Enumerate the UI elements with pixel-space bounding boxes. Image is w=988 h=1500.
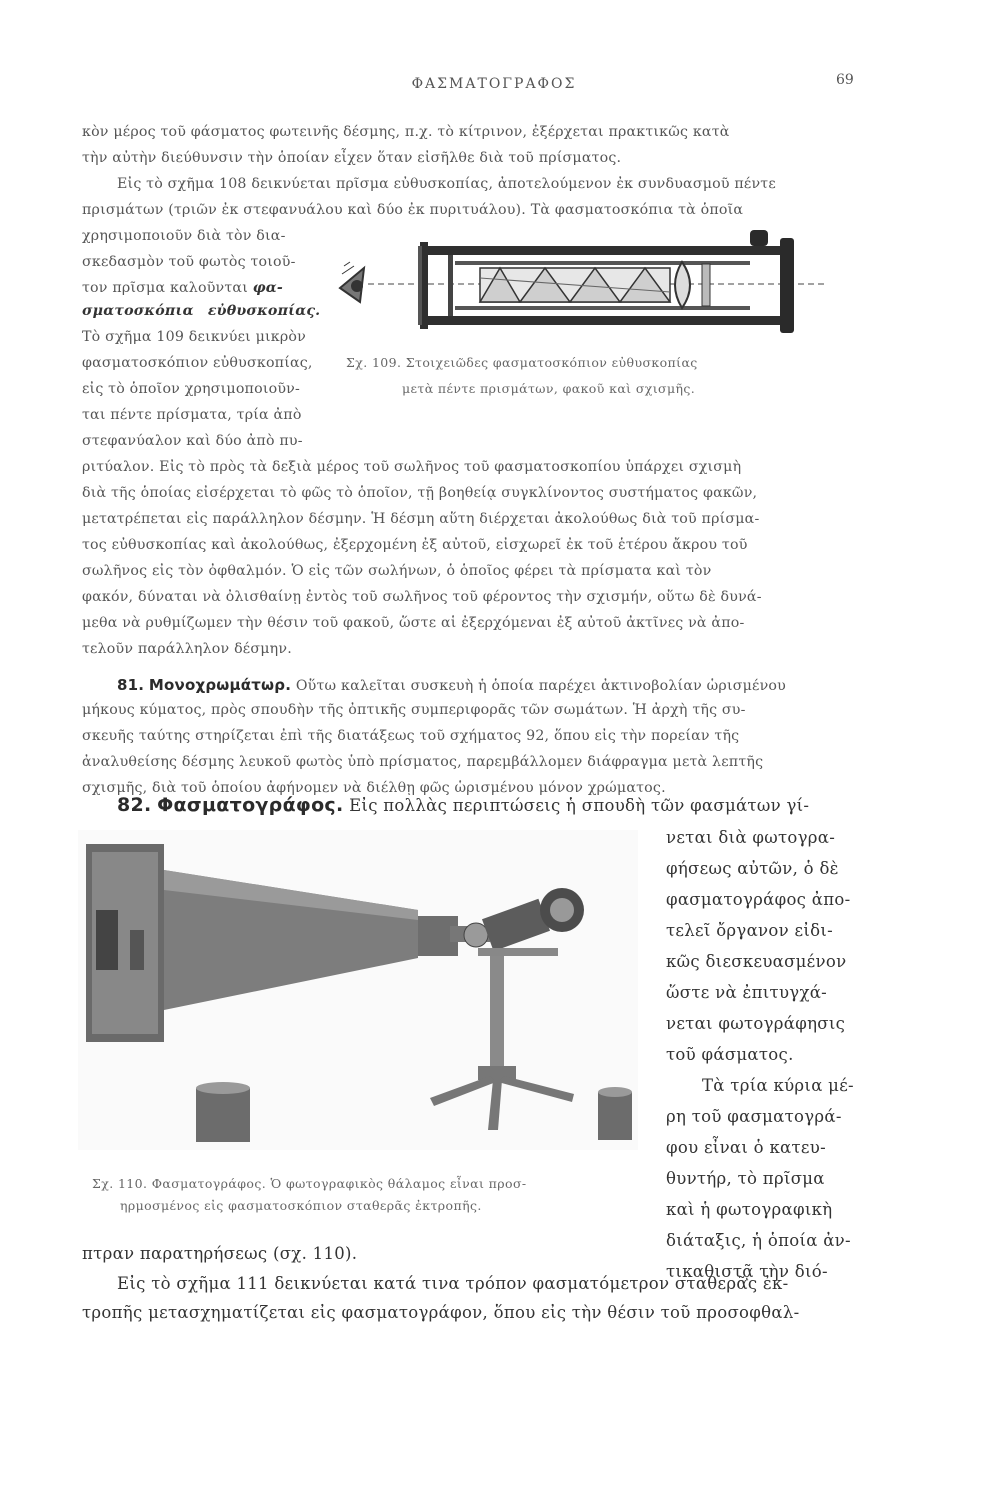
text-line: ὥστε νὰ ἐπιτυγχά- bbox=[666, 983, 828, 1002]
text-line bbox=[82, 280, 283, 296]
text-line: ται πέντε πρίσματα, τρία ἀπὸ bbox=[82, 407, 302, 423]
text-line: φήσεως αὐτῶν, ὁ δὲ bbox=[666, 859, 839, 878]
text-run: Εἰς πολλὰς περιπτώσεις ἡ σπουδὴ τῶν φασμάτων γί- bbox=[349, 796, 810, 815]
text-line: σχισμῆς, διὰ τοῦ ὁποίου ἀφήνομεν νὰ διέλθῃ φῶς ὡρισμένου μόνον χρώματος. bbox=[82, 780, 666, 796]
text-line: τος εὐθυσκοπίας καὶ ἀκολούθως, ἐξερχομένη ἐξ αὐτοῦ, εἰσχωρεῖ ἐκ τοῦ ἑτέρου ἄκρου τοῦ bbox=[82, 537, 748, 553]
running-header: ΦΑΣΜΑΤΟΓΡΑΦΟΣ bbox=[411, 76, 577, 92]
figure-110-caption: ηρμοσμένος εἰς φασματοσκόπιον σταθερᾶς ἐκτροπῆς. bbox=[120, 1198, 482, 1213]
lens-shape bbox=[675, 262, 690, 308]
text-line: τικαθιστᾷ τὴν διό- bbox=[666, 1262, 828, 1281]
section-number: 82. bbox=[117, 794, 152, 816]
text-line: καὶ ἡ φωτογραφικὴ bbox=[666, 1200, 833, 1219]
text-line: μετατρέπεται εἰς παράλληλον δέσμην. Ἡ δέσμη αὕτη διέρχεται ἀκολούθως διὰ τοῦ πρίσμα- bbox=[82, 511, 760, 527]
slit-holder bbox=[702, 264, 710, 306]
text-line: εἰς τὸ ὁποῖον χρησιμοποιοῦν- bbox=[82, 381, 300, 397]
section-82-heading-line bbox=[117, 794, 809, 816]
text-line: διάταξις, ἡ ὁποία ἀν- bbox=[666, 1231, 851, 1250]
text-line: ρη τοῦ φασματογρά- bbox=[666, 1107, 842, 1126]
text-line: φασματογράφος ἀπο- bbox=[666, 890, 851, 909]
section-title: Μονοχρωμάτωρ. bbox=[148, 676, 292, 694]
text-run: τον πρῖσμα καλοῦνται bbox=[82, 280, 248, 296]
text-line: σκεδασμὸν τοῦ φωτὸς τοιοῦ- bbox=[82, 254, 296, 270]
text-line: σκευῆς ταύτης στηρίζεται ἐπὶ τῆς διατάξεως τοῦ σχήματος 92, ὅπου εἰς τὴν πορείαν τῆς bbox=[82, 728, 740, 744]
text-line: Εἰς τὸ σχῆμα 108 δεικνύεται πρῖσμα εὐθυσκοπίας, ἀποτελούμενον ἐκ συνδυασμοῦ πέντε bbox=[117, 176, 776, 192]
text-run: Οὕτω καλεῖται συσκευὴ ἡ ὁποία παρέχει ἀκτινοβολίαν ὡρισμένου bbox=[295, 678, 786, 694]
term-bold-italic: εὐθυσκοπίας. bbox=[207, 303, 321, 319]
text-line bbox=[82, 303, 320, 319]
term-bold-italic: φα- bbox=[252, 280, 283, 296]
text-line: κῶς διεσκευασμένον bbox=[666, 952, 847, 971]
text-line: φακόν, δύναται νὰ ὀλισθαίνῃ ἐντὸς τοῦ σωλῆνος τοῦ φέροντος τὴν σχισμήν, οὕτω δὲ δυνά- bbox=[82, 589, 762, 605]
section-number: 81. bbox=[117, 676, 145, 694]
text-line: Τὸ σχῆμα 109 δεικνύει μικρὸν bbox=[82, 329, 306, 345]
text-line: ριτύαλον. Εἰς τὸ πρὸς τὰ δεξιὰ μέρος τοῦ σωλῆνος τοῦ φασματοσκοπίου ὑπάρχει σχισμὴ bbox=[82, 459, 742, 475]
figure-109-caption: μετὰ πέντε πρισμάτων, φακοῦ καὶ σχισμῆς. bbox=[402, 381, 696, 396]
term-bold-italic: σματοσκόπια bbox=[82, 303, 194, 319]
figure-109-direct-vision-spectroscope bbox=[330, 226, 840, 346]
text-line: τὴν αὐτὴν διεύθυνσιν τὴν ὁποίαν εἶχεν ὅταν εἰσῆλθε διὰ τοῦ πρίσματος. bbox=[82, 150, 622, 166]
text-line: πτραν παρατηρήσεως (σχ. 110). bbox=[82, 1244, 358, 1263]
text-line: νεται φωτογράφησις bbox=[666, 1014, 846, 1033]
text-line: Εἰς τὸ σχῆμα 111 δεικνύεται κατά τινα τρόπον φασματόμετρον σταθερᾶς ἐκ- bbox=[117, 1274, 789, 1293]
text-line: τροπῆς μετασχηματίζεται εἰς φασματογράφον, ὅπου εἰς τὴν θέσιν τοῦ προσοφθαλ- bbox=[82, 1303, 800, 1322]
text-line: θυντήρ, τὸ πρῖσμα bbox=[666, 1169, 825, 1188]
figure-110-spectrograph-photo bbox=[78, 830, 638, 1150]
eye-symbol bbox=[340, 262, 364, 302]
prism-train bbox=[480, 268, 670, 302]
figure-109-caption: Σχ. 109. Στοιχειῶδες φασματοσκόπιον εὐθυσκοπίας bbox=[346, 355, 698, 370]
text-line: στεφανύαλον καὶ δύο ἀπὸ πυ- bbox=[82, 433, 303, 449]
section-81-heading-line bbox=[117, 676, 786, 694]
text-line: τελεῖ ὄργανον εἰδι- bbox=[666, 921, 833, 940]
text-line: φασματοσκόπιον εὐθυσκοπίας, bbox=[82, 355, 313, 371]
section-title: Φασματογράφος. bbox=[157, 794, 344, 816]
text-line: μεθα νὰ ρυθμίζωμεν τὴν θέσιν τοῦ φακοῦ, ὥστε αἱ ἐξερχόμεναι ἐξ αὐτοῦ ἀκτῖνες νὰ ἀπο- bbox=[82, 615, 745, 631]
text-line: τοῦ φάσματος. bbox=[666, 1045, 794, 1064]
text-line: νεται διὰ φωτογρα- bbox=[666, 828, 836, 847]
text-line: κὸν μέρος τοῦ φάσματος φωτεινῆς δέσμης, π.χ. τὸ κίτρινον, ἐξέρχεται πρακτικῶς κατὰ bbox=[82, 124, 730, 140]
text-line: σωλῆνος εἰς τὸν ὀφθαλμόν. Ὁ εἰς τῶν σωλήνων, ὁ ὁποῖος φέρει τὰ πρίσματα καὶ τὸν bbox=[82, 563, 712, 579]
figure-110-caption: Σχ. 110. Φασματογράφος. Ὁ φωτογραφικὸς θάλαμος εἶναι προσ- bbox=[92, 1176, 527, 1191]
text-line: τελοῦν παράλληλον δέσμην. bbox=[82, 641, 292, 657]
text-line: πρισμάτων (τριῶν ἐκ στεφανυάλου καὶ δύο ἐκ πυριτυάλου). Τὰ φασματοσκόπια τὰ ὁποῖα bbox=[82, 202, 744, 218]
text-line: ἀναλυθείσης δέσμης λευκοῦ φωτὸς ὑπὸ πρίσματος, παρεμβάλλομεν διάφραγμα μετὰ λεπτῆς bbox=[82, 754, 764, 770]
text-line: Τὰ τρία κύρια μέ- bbox=[702, 1076, 854, 1095]
text-line: διὰ τῆς ὁποίας εἰσέρχεται τὸ φῶς τὸ ὁποῖον, τῇ βοηθείᾳ συγκλίνοντος συστήματος φακῶν, bbox=[82, 485, 758, 501]
text-line: χρησιμοποιοῦν διὰ τὸν δια- bbox=[82, 228, 286, 244]
text-line: φου εἶναι ὁ κατευ- bbox=[666, 1138, 826, 1157]
page-number: 69 bbox=[836, 72, 854, 88]
text-line: μήκους κύματος, πρὸς σπουδὴν τῆς ὀπτικῆς συμπεριφορᾶς τῶν σωμάτων. Ἡ ἀρχὴ τῆς συ- bbox=[82, 702, 746, 718]
